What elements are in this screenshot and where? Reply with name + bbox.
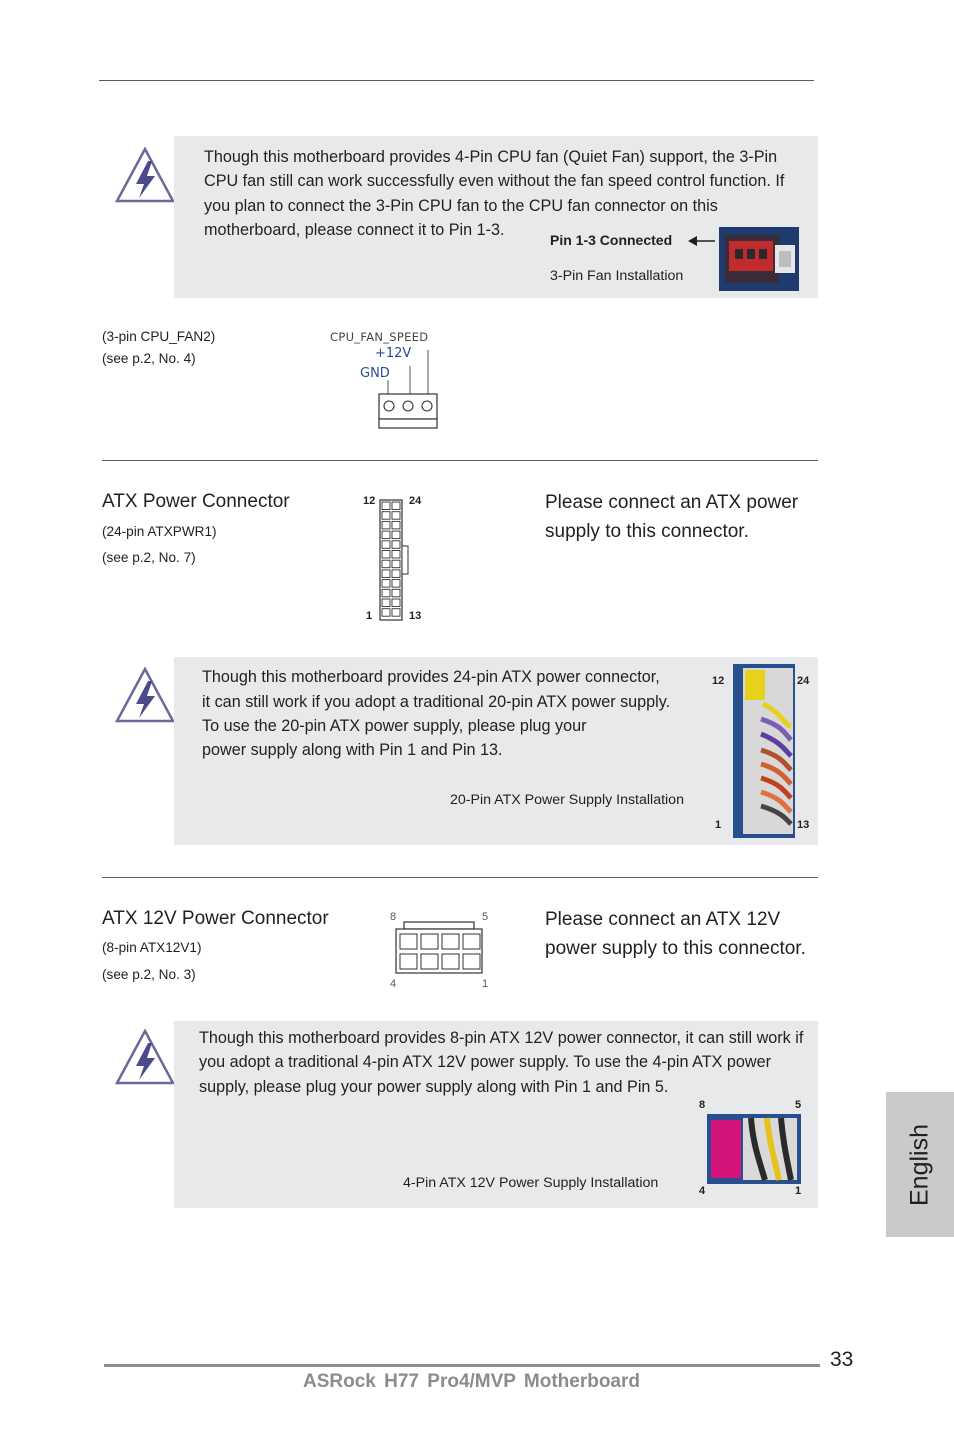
atx-power-ref: (see p.2, No. 7) [102,550,196,565]
warning-icon [114,1028,176,1091]
footer-product-name: ASRock H77 Pro4/MVP Motherboard [303,1371,641,1392]
atx-24pin-diagram [378,498,412,627]
atx12v-photo-pin-8: 8 [699,1099,706,1111]
atx-note-line-4: power supply along with Pin 1 and Pin 13. [202,741,503,759]
atx-pin-24: 24 [409,495,422,507]
atx12v-photo-pin-4: 4 [699,1185,706,1197]
atx-note-line-1: Though this motherboard provides 24-pin ATX power connector, [202,668,660,686]
fan-install-photo [719,227,799,296]
atx-power-name: (24-pin ATXPWR1) [102,524,217,539]
section-rule-2 [102,877,818,878]
atx-pin-1: 1 [366,610,373,622]
atx12v-photo-pin-1: 1 [795,1185,802,1197]
atx-power-title: ATX Power Connector [102,491,290,512]
cpu-fan-note-text: Though this motherboard provides 4-Pin CPU fan (Quiet Fan) support, the 3-Pin CPU fan still can work successfully even without the fan speed control function. If you plan to connect the 3-Pin CPU fan to the CPU fan connector on this motherboard, please connect it to Pin 1-3. [204,148,785,239]
atx12v-note-text: Though this motherboard provides 8-pin ATX 12V power connector, it can still work if you adopt a traditional 4-pin ATX 12V power supply. To use the 4-pin ATX power supply, please plug your power supply along with Pin 1 and Pin 5. [199,1029,804,1096]
atx-photo-pin-24: 24 [797,675,810,687]
fan-install-caption: 3-Pin Fan Installation [550,268,684,284]
footer-rule [104,1364,820,1367]
atx12v-pin-8: 8 [390,911,397,923]
cpu-fan-speed-label: CPU_FAN_SPEED [330,330,429,344]
atx12v-install-caption: 4-Pin ATX 12V Power Supply Installation [403,1175,659,1191]
atx-power-description: Please connect an ATX power supply to this connector. [545,492,799,542]
atx-install-photo [733,664,795,843]
atx12v-pin-4: 4 [390,978,397,990]
atx-photo-pin-13: 13 [797,819,810,831]
plus12v-label: +12V [375,346,412,361]
section-rule-1 [102,460,818,461]
language-tab-label: English [905,1123,934,1206]
atx-photo-pin-1: 1 [715,819,722,831]
atx12v-name: (8-pin ATX12V1) [102,940,202,955]
atx12v-ref: (see p.2, No. 3) [102,967,196,982]
atx12v-pin-5: 5 [482,911,489,923]
arrow-left-icon [688,234,716,252]
atx-pin-13: 13 [409,610,422,622]
gnd-label: GND [360,366,390,381]
atx12v-pin-1: 1 [482,978,489,990]
warning-icon [114,666,176,729]
fan-header-diagram [376,344,442,437]
atx-pin-12: 12 [363,495,376,507]
warning-icon [114,146,176,209]
atx12v-8pin-diagram [394,920,484,983]
atx-note-line-2: it can still work if you adopt a traditional 20-pin ATX power supply. [202,693,671,711]
atx-photo-pin-12: 12 [712,675,725,687]
atx12v-install-photo [707,1114,801,1189]
atx12v-description: Please connect an ATX 12V power supply to this connector. [545,909,806,959]
atx12v-photo-pin-5: 5 [795,1099,802,1111]
language-tab [886,1092,954,1237]
page-number: 33 [830,1348,854,1371]
top-rule [99,80,814,81]
cpu-fan2-name: (3-pin CPU_FAN2) [102,329,216,344]
atx12v-title: ATX 12V Power Connector [102,908,329,929]
atx-install-caption: 20-Pin ATX Power Supply Installation [450,792,684,808]
pin-connected-label: Pin 1-3 Connected [550,232,673,248]
atx-note-line-3: To use the 20-pin ATX power supply, please plug your [202,717,587,735]
cpu-fan2-ref: (see p.2, No. 4) [102,351,196,366]
